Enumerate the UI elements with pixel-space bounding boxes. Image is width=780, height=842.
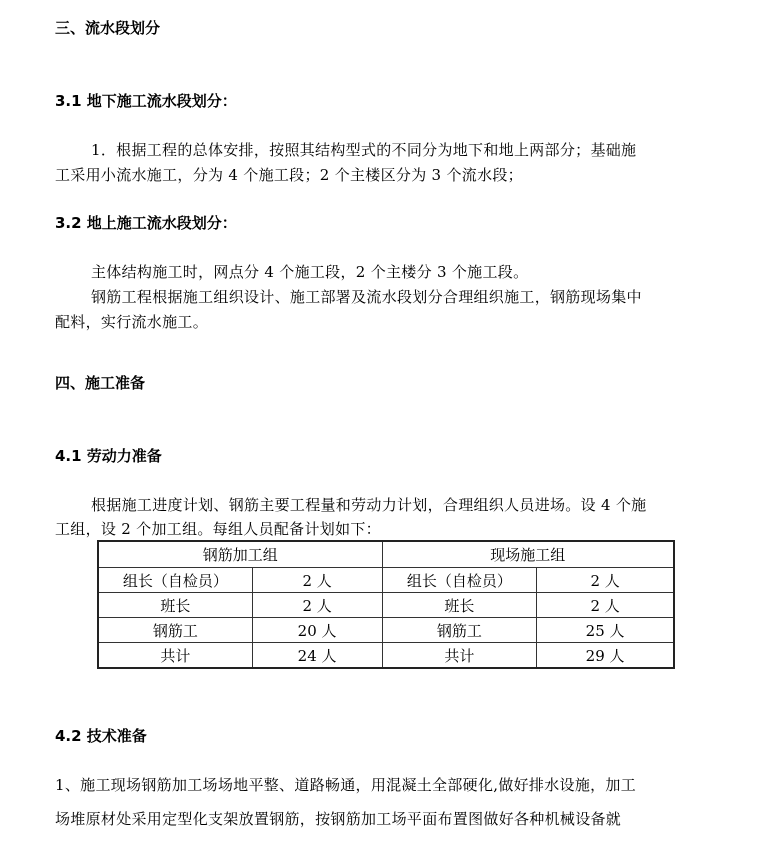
table-cell: 组长（自检员） [382,568,537,593]
table-row [98,618,674,643]
section-3-1-heading: 3.1 地下施工流水段划分： [55,92,237,110]
section-3-heading: 三、流水段划分 [55,19,161,37]
table-row [98,593,674,618]
paragraph-line: 1．根据工程的总体安排，按照其结构型式的不同分为地下和地上两部分；基础施 [91,141,637,159]
table-cell: 钢筋工 [382,618,537,643]
table-cell: 班长 [98,593,252,618]
section-4-2-heading: 4.2 技术准备 [55,727,147,745]
staffing-table [97,540,675,669]
table-cell: 20 人 [252,618,382,643]
section-4-1-heading: 4.1 劳动力准备 [55,447,162,465]
paragraph-line: 配料，实行流水施工。 [55,313,209,331]
table-cell: 共计 [98,643,252,669]
table-cell: 2 人 [537,568,674,593]
table-cell: 共计 [382,643,537,669]
table-row [98,643,674,669]
table-header-cell: 现场施工组 [382,541,674,568]
table-cell: 2 人 [252,568,382,593]
table-cell: 29 人 [537,643,674,669]
table-cell: 24 人 [252,643,382,669]
table-cell: 钢筋工 [98,618,252,643]
paragraph-line: 根据施工进度计划、钢筋主要工程量和劳动力计划，合理组织人员进场。设 4 个施 [91,496,647,514]
table-row [98,568,674,593]
table-cell: 2 人 [252,593,382,618]
table-header-cell: 钢筋加工组 [98,541,382,568]
paragraph-line: 工采用小流水施工，分为 4 个施工段；2 个主楼区分为 3 个流水段； [55,166,523,184]
paragraph-line: 钢筋工程根据施工组织设计、施工部署及流水段划分合理组织施工，钢筋现场集中 [91,288,642,306]
paragraph-line: 主体结构施工时，网点分 4 个施工段，2 个主楼分 3 个施工段。 [91,263,529,281]
table-cell: 25 人 [537,618,674,643]
section-4-heading: 四、施工准备 [55,374,146,392]
section-3-2-heading: 3.2 地上施工流水段划分： [55,214,237,232]
table-cell: 2 人 [537,593,674,618]
table-header-row [98,541,674,568]
paragraph-line: 1、施工现场钢筋加工场场地平整、道路畅通，用混凝土全部硬化,做好排水设施，加工 [55,776,637,794]
table-cell: 班长 [382,593,537,618]
paragraph-line: 工组，设 2 个加工组。每组人员配备计划如下： [55,520,381,538]
table-cell: 组长（自检员） [98,568,252,593]
paragraph-line: 场堆原材处采用定型化支架放置钢筋，按钢筋加工场平面布置图做好各种机械设备就 [55,810,622,828]
